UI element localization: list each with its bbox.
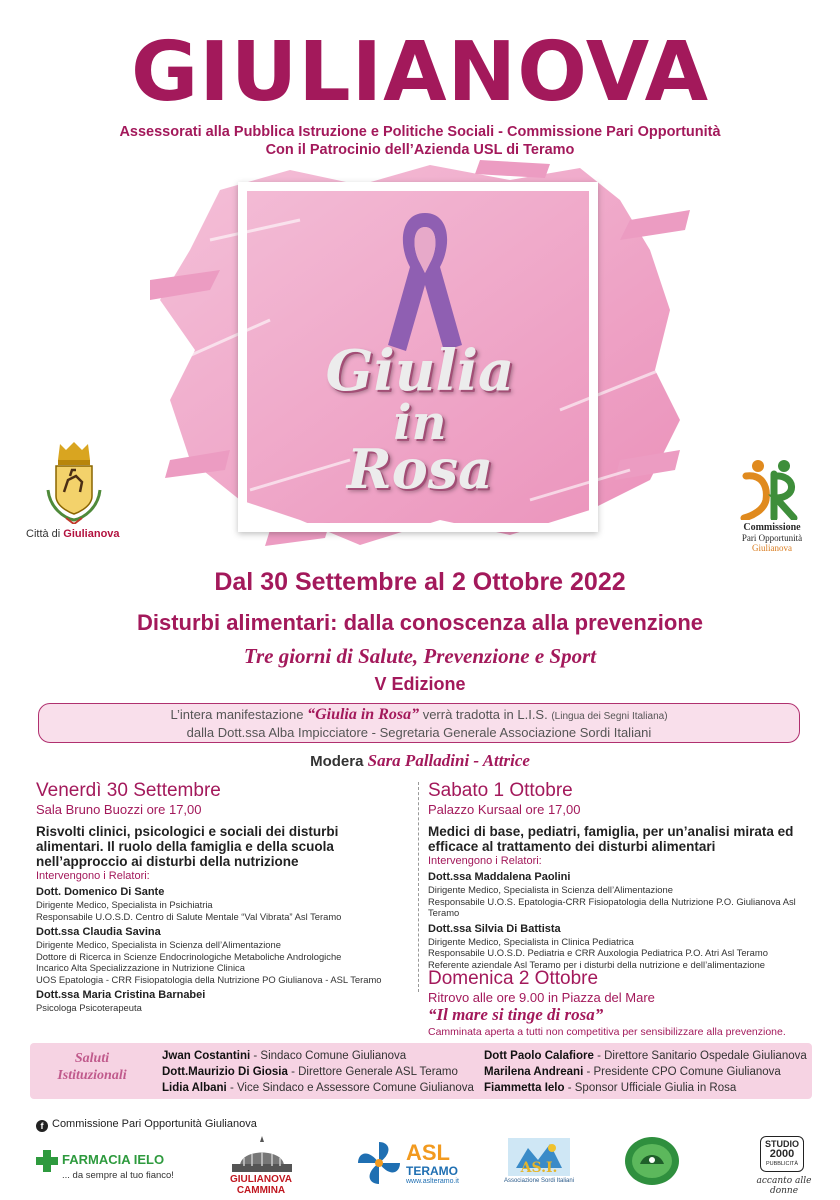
- lis-notice-box: L’intera manifestazione “Giulia in Rosa” verrà tradotta in L.I.S. (Lingua dei Segni Italiana) dalla Dott.ssa Alba Impicciatore - Segretaria Generale Associazione Sordi Italiani: [38, 703, 800, 743]
- day2-talk: Medici di base, pediatri, famiglia, per un’analisi mirata ed efficace al trattamento dei disturbi alimentari: [428, 824, 794, 854]
- saluti-label: Saluti Istituzionali: [57, 1051, 127, 1083]
- cpo-line2: Pari Opportunità: [741, 533, 803, 543]
- day3-motto: “Il mare si tinge di rosa”: [428, 1005, 604, 1024]
- day2-speaker-role: Responsabile U.O.S. Epatologia-CRR Fisiopatologia della Nutrizione P.O. Giulianova Asl Teramo: [428, 895, 796, 918]
- cpo-logo-icon: [738, 456, 802, 520]
- day2-speaker-role: Dirigente Medico, Specialista in Scienza dell’Alimentazione: [428, 884, 673, 895]
- day3-venue: Ritrovo alle ore 9.00 in Piazza del Mare: [428, 990, 655, 1005]
- organizers-line: Assessorati alla Pubblica Istruzione e Politiche Sociali - Commissione Pari Opportunità: [119, 124, 721, 140]
- day2-speaker-role: Responsabile U.O.S.D. Pediatria e CRR Auxologia Pediatrica P.O. Atri Asl Teramo: [428, 947, 768, 958]
- day1-section: [36, 780, 406, 1014]
- asl-city: TERAMO: [406, 1164, 458, 1178]
- farmacia-tagline: ... da sempre al tuo fianco!: [62, 1170, 174, 1181]
- farmacia-name: FARMACIA IELO: [62, 1152, 165, 1167]
- asl-name: ASL: [406, 1140, 450, 1165]
- asl-pinwheel-icon: [356, 1140, 402, 1186]
- city-crest-icon: [44, 440, 104, 524]
- pharmacy-cross-icon: [36, 1150, 58, 1172]
- banner-giulia: Giulia: [325, 338, 515, 404]
- patronage-line: Con il Patrocinio dell’Azienda USL di Teramo: [265, 142, 575, 158]
- day1-speaker-name: Dott. Domenico Di Sante: [36, 886, 165, 898]
- day2-relatori-label: Intervengono i Relatori:: [428, 855, 542, 867]
- saluti-right-list: Dott Paolo Calafiore - Direttore Sanitario Ospedale Giulianova Marilena Andreani - Presidente CPO Comune Giulianova Fiammetta Ielo - Sponsor Ufficiale Giulia in Rosa: [484, 1050, 807, 1094]
- city-label: Città di Giulianova: [26, 528, 120, 540]
- asl-url: www.aslteramo.it: [406, 1178, 459, 1185]
- day2-speaker-name: Dott.ssa Maddalena Paolini: [428, 871, 571, 883]
- day2-speaker-role: Dirigente Medico, Specialista in Clinica Pediatrica: [428, 935, 634, 947]
- cpo-line1: Commissione: [743, 522, 801, 533]
- day2-speaker-name: Dott.ssa Silvia Di Battista: [428, 922, 561, 935]
- facebook-link[interactable]: f Commissione Pari Opportunità Giulianova: [36, 1118, 257, 1132]
- banner-in: in: [393, 395, 447, 451]
- day3-title: Domenica 2 Ottobre: [428, 968, 599, 989]
- day1-speaker-name: Dott.ssa Claudia Savina: [36, 926, 161, 938]
- purple-ribbon-icon: [380, 205, 470, 355]
- day1-speaker-role: Dottore di Ricerca in Scienze Endocrinologiche Metaboliche Andrologiche: [36, 950, 342, 962]
- day1-speaker-role: Dirigente Medico, Specialista in Psichiatria: [36, 899, 213, 910]
- banner-rosa: Rosa: [346, 437, 494, 501]
- asi-name: AS.I.: [520, 1160, 558, 1176]
- day3-note: Camminata aperta a tutti non competitiva per sensibilizzare alla prevenzione.: [428, 1026, 786, 1038]
- green-association-icon: [624, 1136, 680, 1186]
- studio2000-signature: accanto alle donne: [756, 1176, 812, 1196]
- cathedral-dome-icon: [222, 1132, 302, 1174]
- asi-subtitle: Associazione Sordi Italiani: [503, 1178, 575, 1184]
- main-title: GIULIANOVA: [130, 25, 710, 120]
- day1-relatori-label: Intervengono i Relatori:: [36, 870, 150, 882]
- event-edition: V Edizione: [374, 674, 466, 694]
- event-tagline: Tre giorni di Salute, Prevenzione e Sport: [243, 644, 597, 668]
- facebook-icon: f: [36, 1120, 48, 1132]
- saluti-left-list: Jwan Costantini - Sindaco Comune Giulianova Dott.Maurizio Di Giosia - Direttore Generale ASL Teramo Lidia Albani - Vice Sindaco e Assessore Comune Giulianova: [162, 1050, 474, 1094]
- day2-title: Sabato 1 Ottobre: [428, 780, 573, 801]
- day2-section: [428, 780, 818, 970]
- day1-speaker-role: Dirigente Medico, Specialista in Scienza dell’Alimentazione: [36, 939, 281, 950]
- studio2000-logo: STUDIO 2000 PUBBLICITÀ: [760, 1136, 804, 1172]
- day2-speaker-role: Referente aziendale Asl Teramo per i disturbi della nutrizione e dell’alimentazione: [428, 958, 765, 970]
- event-topic: Disturbi alimentari: dalla conoscenza alla prevenzione: [136, 610, 704, 635]
- cpo-line3: Giulianova: [752, 543, 792, 553]
- day1-title: Venerdì 30 Settembre: [36, 780, 221, 801]
- moderator-line: Modera Sara Palladini - Attrice: [310, 751, 530, 770]
- day1-venue: Sala Bruno Buozzi ore 17,00: [36, 802, 202, 817]
- day1-speaker-role: Responsabile U.O.S.D. Centro di Salute Mentale “Val Vibrata” Asl Teramo: [36, 910, 342, 922]
- column-divider: [418, 782, 419, 992]
- day1-speaker-name: Dott.ssa Maria Cristina Barnabei: [36, 989, 206, 1001]
- day1-speaker-role: UOS Epatologia - CRR Fisiopatologia della Nutrizione PO Giulianova - ASL Teramo: [36, 973, 382, 985]
- day2-venue: Palazzo Kursaal ore 17,00: [428, 802, 581, 817]
- cammina-label: GIULIANOVA CAMMINA: [229, 1174, 293, 1196]
- event-dates: Dal 30 Settembre al 2 Ottobre 2022: [214, 568, 626, 596]
- day1-speaker-role: Psicologa Psicoterapeuta: [36, 1002, 142, 1013]
- day1-speaker-role: Incarico Alta Specializzazione in Nutrizione Clinica: [36, 962, 245, 973]
- day1-talk: Risvolti clinici, psicologici e sociali dei disturbi alimentari. Il ruolo della famiglia e della scuola nell’approccio ai disturbi della nutrizione: [36, 824, 339, 869]
- day3-section: [428, 968, 818, 1038]
